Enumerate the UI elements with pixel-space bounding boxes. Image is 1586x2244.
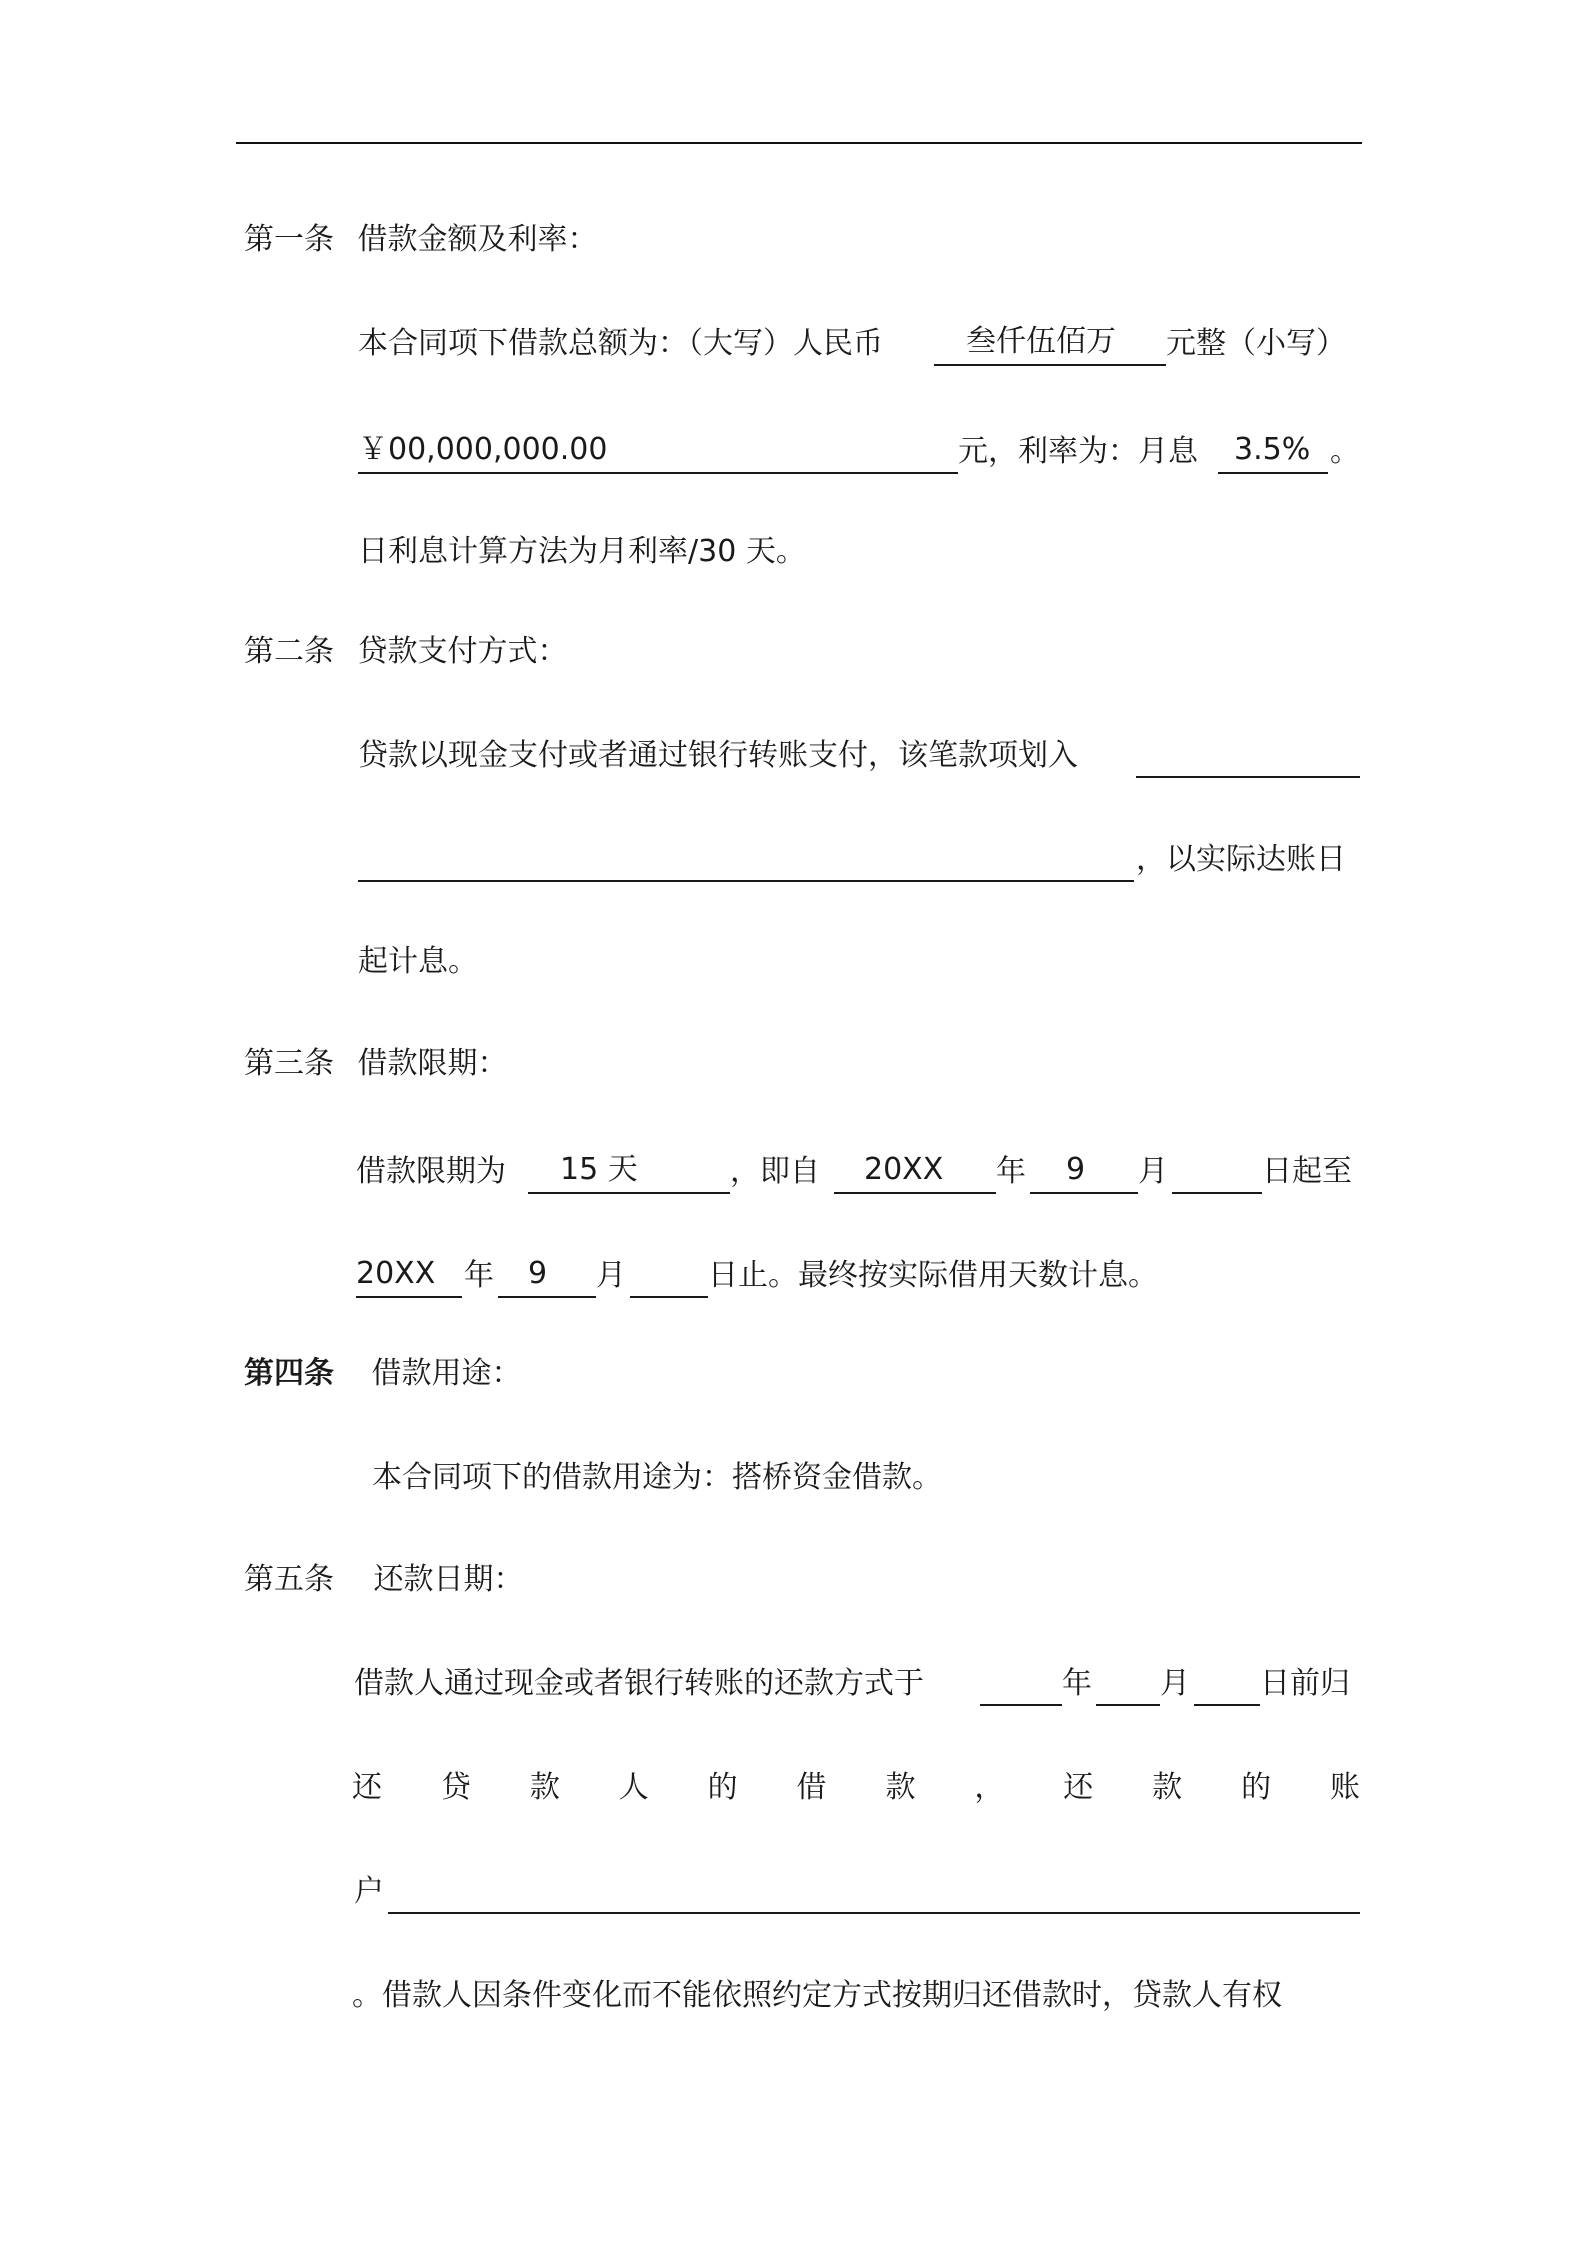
article5-title: 还款日期：	[373, 1562, 524, 1597]
repay-day-tail: 日前归	[1260, 1666, 1350, 1701]
article2-heading	[244, 632, 568, 672]
from-tail: 日起至	[1262, 1154, 1352, 1189]
account-field-a	[1136, 736, 1360, 778]
end-year-label: 年	[464, 1258, 494, 1293]
term-prefix: 借款限期为	[356, 1154, 506, 1189]
article1-line3: 日利息计算方法为月利率/30 天。	[358, 534, 806, 569]
article1-number: 第一条	[244, 222, 334, 257]
justified-char: 贷	[440, 1770, 471, 1805]
justified-char: 款	[1152, 1770, 1183, 1805]
end-day-field	[630, 1256, 708, 1298]
start-month-value: 9	[1066, 1152, 1086, 1187]
justified-char: 还	[352, 1770, 382, 1805]
start-day-field	[1172, 1152, 1262, 1194]
end-month-value: 9	[528, 1256, 548, 1291]
repay-day-field	[1194, 1664, 1260, 1706]
justified-char: 款	[885, 1770, 916, 1805]
justified-char: 的	[707, 1770, 738, 1805]
rate-value: 3.5%	[1234, 432, 1311, 467]
article1-line1-tail: 元整（小写）	[1166, 326, 1346, 361]
header-rule	[236, 142, 1362, 144]
amount-lower-value: ￥00,000,000.00	[358, 432, 608, 467]
rate-tail: 。	[1330, 434, 1360, 469]
article4-number: 第四条	[244, 1356, 334, 1391]
account-prefix: 户	[354, 1874, 384, 1909]
justified-char: 的	[1241, 1770, 1272, 1805]
article5-heading	[244, 1560, 524, 1600]
article2-line3: 起计息。	[358, 944, 478, 979]
repay-month-field	[1096, 1664, 1160, 1706]
account-field-b	[358, 840, 1134, 882]
article1-title: 借款金额及利率：	[357, 222, 598, 257]
from-label: ，即自	[730, 1154, 820, 1189]
end-year-value: 20XX	[356, 1256, 436, 1291]
term-value: 15 天	[560, 1152, 638, 1187]
article4-line1: 本合同项下的借款用途为：搭桥资金借款。	[372, 1460, 942, 1495]
justified-char: 还	[1063, 1770, 1094, 1805]
article2-line1: 贷款以现金支付或者通过银行转账支付，该笔款项划入	[358, 738, 1078, 773]
end-tail: 日止。最终按实际借用天数计息。	[708, 1258, 1158, 1293]
start-year-label: 年	[996, 1154, 1026, 1189]
article3-number: 第三条	[244, 1046, 334, 1081]
repay-justified-line	[352, 1768, 1360, 1808]
article4-title: 借款用途：	[371, 1356, 522, 1391]
article4-heading	[244, 1354, 522, 1394]
repay-year-label: 年	[1062, 1666, 1092, 1701]
start-month-label: 月	[1138, 1154, 1168, 1189]
start-year-value: 20XX	[864, 1152, 944, 1187]
end-month-label: 月	[596, 1258, 626, 1293]
justified-char: 款	[529, 1770, 560, 1805]
article5-line4: 。借款人因条件变化而不能依照约定方式按期归还借款时，贷款人有权	[352, 1978, 1282, 2013]
article1-line1-text: 本合同项下借款总额为：（大写）人民币	[358, 326, 883, 361]
article3-title: 借款限期：	[357, 1046, 508, 1081]
justified-char: 借	[796, 1770, 827, 1805]
justified-char: 账	[1329, 1770, 1360, 1805]
article5-number: 第五条	[244, 1562, 334, 1597]
article3-heading	[244, 1044, 508, 1084]
rate-prefix: 元，利率为：月息	[958, 434, 1198, 469]
article2-line2-tail: ，以实际达账日	[1136, 842, 1346, 877]
repay-prefix: 借款人通过现金或者银行转账的还款方式于	[354, 1666, 924, 1701]
article2-number: 第二条	[244, 634, 334, 669]
justified-char: 人	[618, 1770, 649, 1805]
article1-heading	[244, 220, 598, 260]
repay-month-label: 月	[1160, 1666, 1190, 1701]
repay-year-field	[980, 1664, 1062, 1706]
amount-upper-value: 叁仟伍佰万	[966, 324, 1116, 359]
repay-account-field	[388, 1872, 1360, 1914]
justified-char: ，	[974, 1770, 1005, 1805]
article2-title: 贷款支付方式：	[357, 634, 568, 669]
